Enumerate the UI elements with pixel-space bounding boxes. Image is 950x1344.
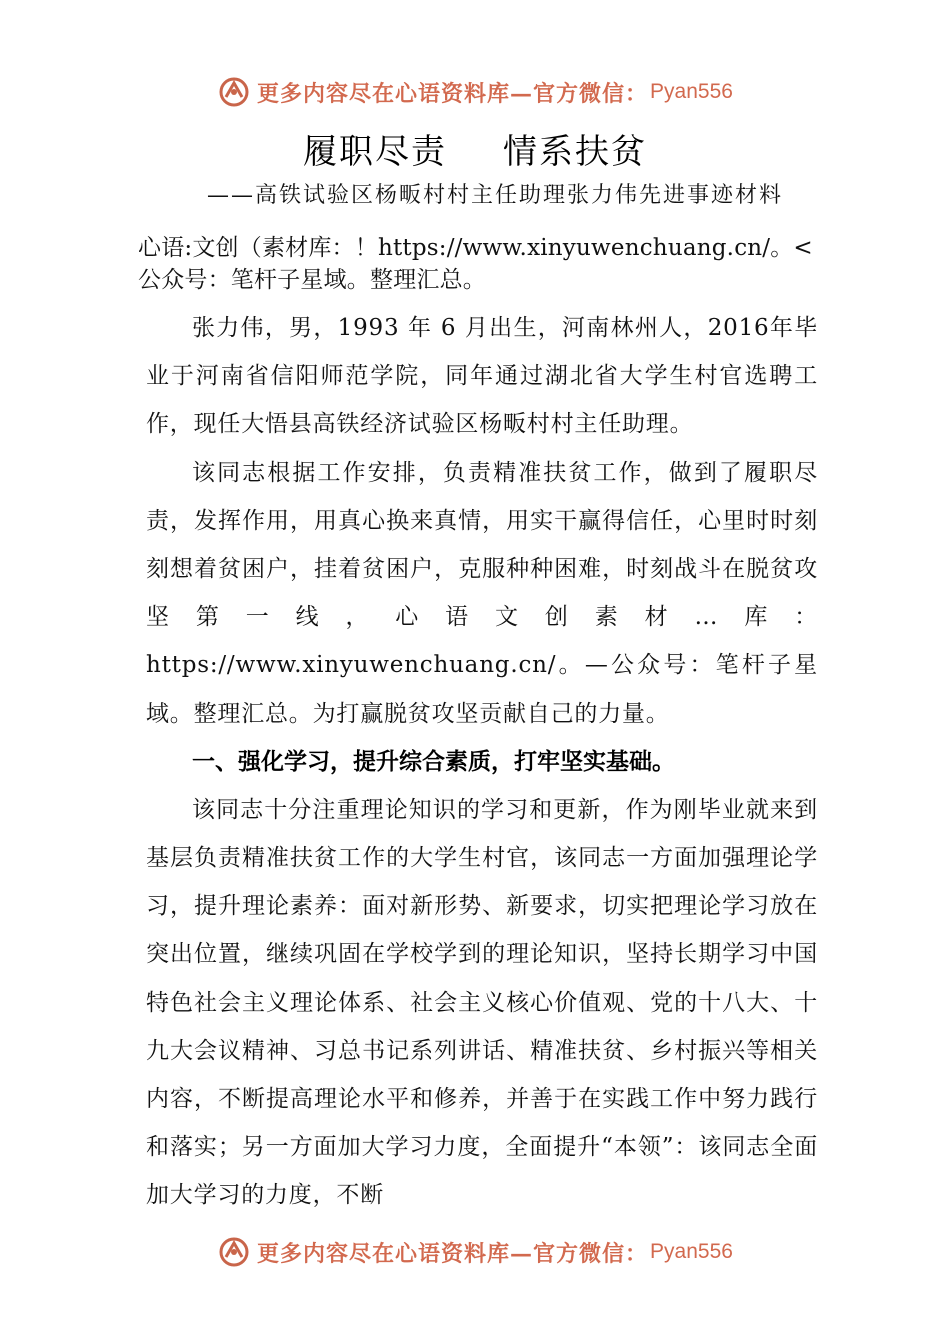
brand-logo-icon xyxy=(217,1235,251,1269)
header-watermark-banner xyxy=(0,72,950,112)
section-heading: 一、强化学习，提升综合素质，打牢坚实基础。 xyxy=(192,748,675,775)
document-title xyxy=(0,124,950,173)
document-body xyxy=(138,232,818,1220)
title-part-1: 履职尽责 xyxy=(303,132,447,172)
footer-watermark-banner xyxy=(0,1232,950,1272)
paragraph-duties: 该同志根据工作安排，负责精准扶贫工作，做到了履职尽责，发挥作用，用真心换来真情，用实干赢得信任，心里时时刻刻想着贫困户，挂着贫困户，克服种种困难，时刻战斗在脱贫攻坚第一线，心语文创素材…库：https://www.xinyuwenchuang.cn/。—公众号：笔杆子星域。整理汇总。为打赢脱贫攻坚贡献自己的力量。 xyxy=(146,459,818,727)
paragraph-study: 该同志十分注重理论知识的学习和更新，作为刚毕业就来到基层负责精准扶贫工作的大学生村官，该同志一方面加强理论学习，提升理论素养：面对新形势、新要求，切实把理论学习放在突出位置，继续巩固在学校学到的理论知识，坚持长期学习中国特色社会主义理论体系、社会主义核心价值观、党的十八大、十九大会议精神、习总书记系列讲话、精准扶贫、乡村振兴等相关内容，不断提高理论水平和修养，并善于在实践工作中努力践行和落实；另一方面加大学习力度，全面提升“本领”：该同志全面加大学习的力度，不断 xyxy=(146,796,818,1209)
document-subtitle: ——高铁试验区杨畈村村主任助理张力伟先进事迹材料 xyxy=(206,183,783,208)
banner-text: 更多内容尽在心语资料库—官方微信： xyxy=(257,1240,649,1267)
brand-logo-icon xyxy=(217,75,251,109)
banner-wechat-id: Pyan556 xyxy=(650,80,733,103)
title-part-2: 情系扶贫 xyxy=(503,132,647,172)
source-note: 心语:文创（素材库：！https://www.xinyuwenchuang.cn/。<公众号：笔杆子星域。整理汇总。 xyxy=(138,235,813,293)
paragraph-intro: 张力伟，男，1993 年 6 月出生，河南林州人，2016年毕业于河南省信阳师范学院，同年通过湖北省大学生村官选聘工作，现任大悟县高铁经济试验区杨畈村村主任助理。 xyxy=(146,315,818,438)
banner-wechat-id: Pyan556 xyxy=(650,1240,733,1263)
banner-text: 更多内容尽在心语资料库—官方微信： xyxy=(257,80,649,107)
